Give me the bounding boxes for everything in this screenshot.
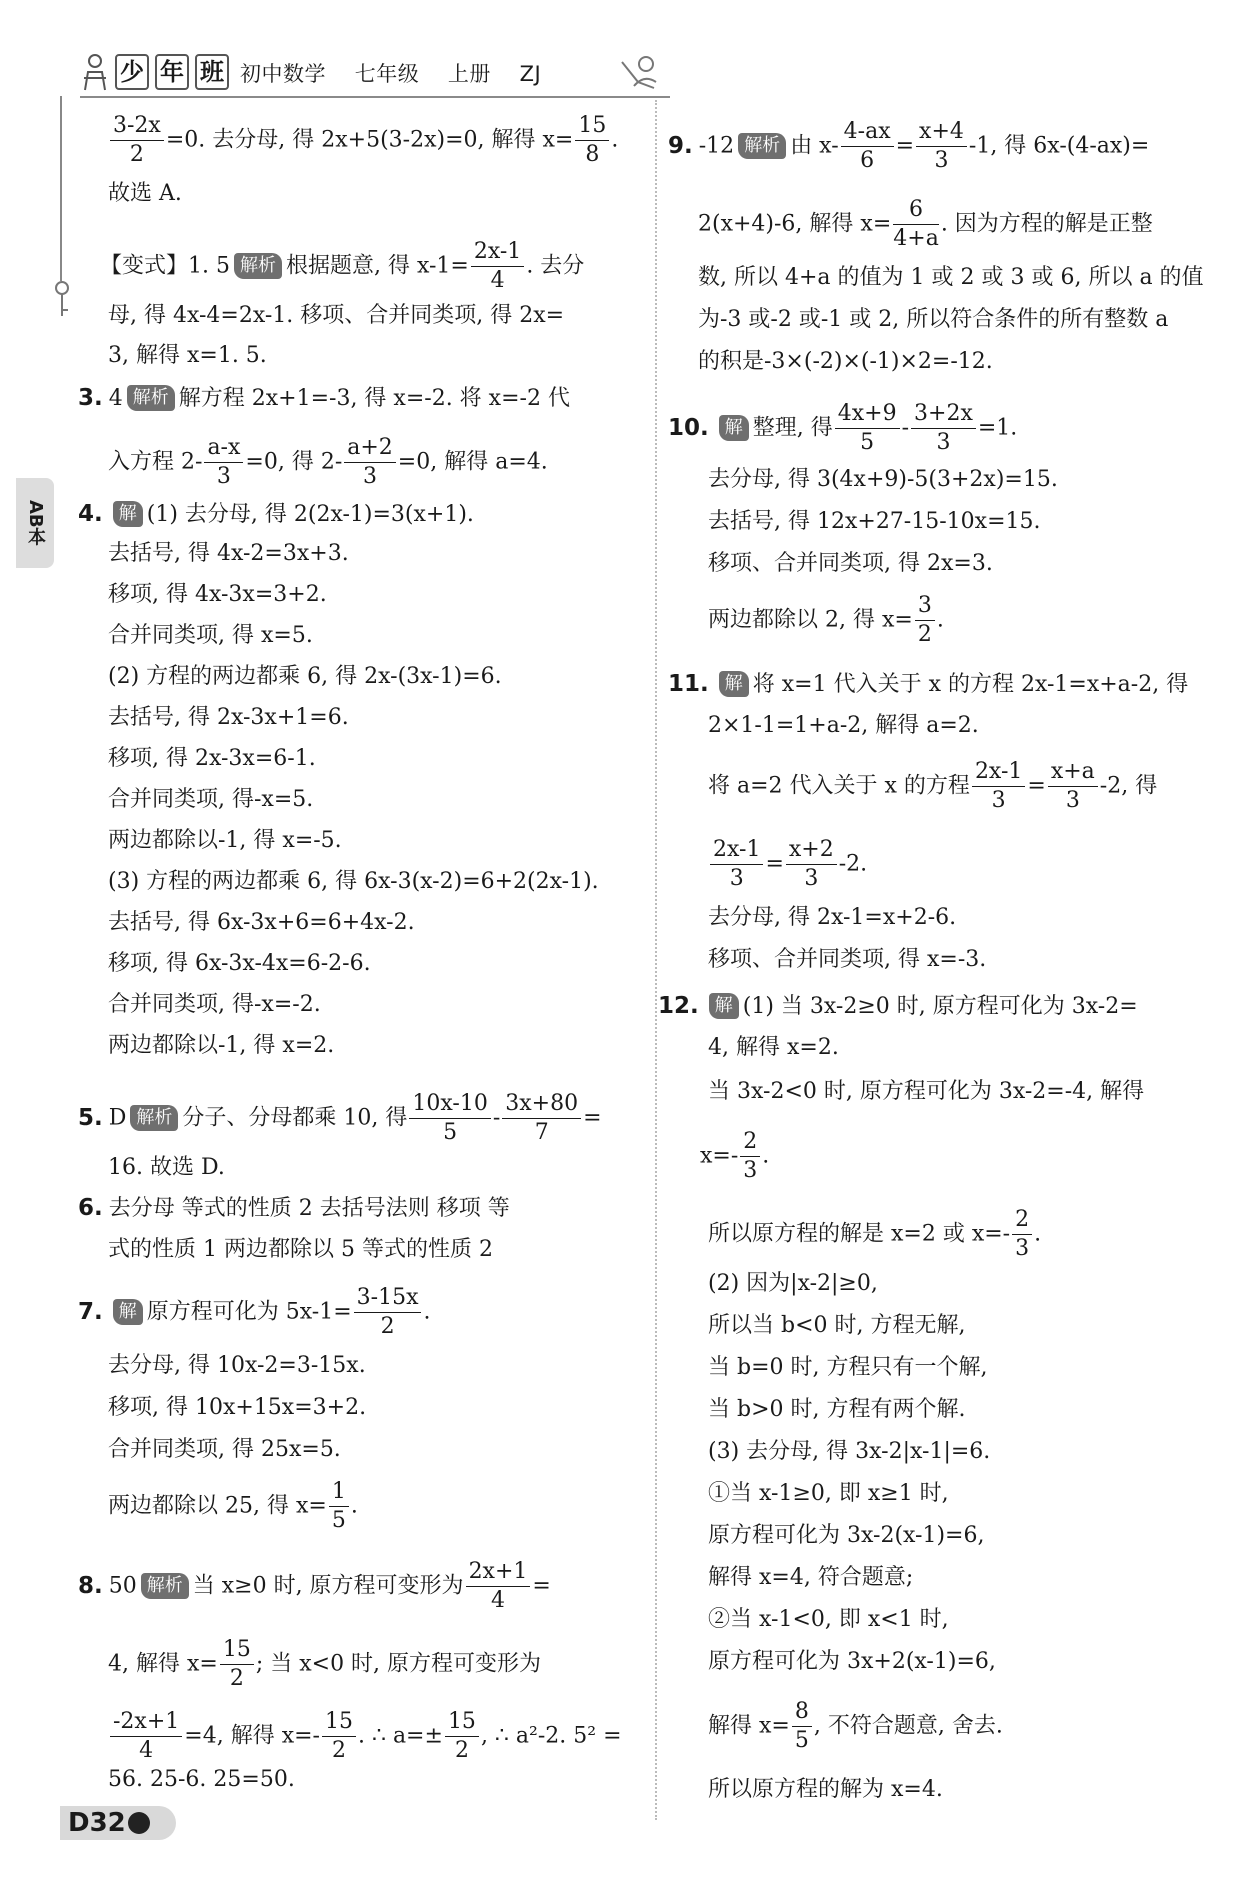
analysis-tag: 解析: [130, 1105, 178, 1131]
answer-line: (3) 去分母, 得 3x-2|x-1|=6.: [708, 1439, 991, 1464]
answer-line: 去括号, 得 2x-3x+1=6.: [108, 705, 349, 730]
answer-line: (2) 方程的两边都乘 6, 得 2x-(3x-1)=6.: [108, 664, 502, 689]
page-badge-icon: [128, 1812, 150, 1834]
answer-line: 两边都除以-1, 得 x=-5.: [108, 828, 342, 853]
column-divider: [655, 100, 657, 1820]
answer-line: 移项, 得 6x-3x-4x=6-2-6.: [108, 951, 371, 976]
answer-line: (2) 因为|x-2|≥0,: [708, 1271, 878, 1296]
answer-line: 两边都除以 2, 得 x= $\frac{3}{2}$ .: [708, 593, 944, 647]
answer-line: 去分母, 得 10x-2=3-15x.: [108, 1353, 366, 1378]
answer-line: 解得 x= $\frac{8}{5}$ , 不符合题意, 舍去.: [708, 1699, 1003, 1753]
answer-line: 去分母, 得 2x-1=x+2-6.: [708, 905, 957, 930]
question-10: 10. 解 整理, 得 $\frac{4x+9}{5}$ - $\frac{3+2x}{3}$ =1.: [668, 401, 1018, 455]
volume: 上册: [447, 62, 491, 86]
answer-line: 3, 解得 x=1. 5.: [108, 343, 267, 368]
answer-line: 移项, 得 2x-3x=6-1.: [108, 746, 316, 771]
analysis-tag: 解析: [234, 253, 282, 279]
answer-line: 数, 所以 4+a 的值为 1 或 2 或 3 或 6, 所以 a 的值: [698, 265, 1204, 290]
key-icon: [50, 280, 74, 320]
question-6: 6. 去分母 等式的性质 2 去括号法则 移项 等: [78, 1195, 510, 1221]
answer-line: 所以当 b<0 时, 方程无解,: [708, 1313, 966, 1338]
answer-line: 移项、合并同类项, 得 2x=3.: [708, 551, 993, 576]
answer-line: 两边都除以 25, 得 x= $\frac{1}{5}$ .: [108, 1479, 358, 1533]
answer-line: 移项、合并同类项, 得 x=-3.: [708, 947, 987, 972]
answer-line: 移项, 得 4x-3x=3+2.: [108, 582, 327, 607]
answer-line: 为-3 或-2 或-1 或 2, 所以符合条件的所有整数 a: [698, 307, 1169, 332]
page-number: D32: [60, 1806, 176, 1840]
answer-line: 去括号, 得 12x+27-15-10x=15.: [708, 509, 1041, 534]
answer-line: 当 b=0 时, 方程只有一个解,: [708, 1355, 988, 1380]
answer-line: x=- $\frac{2}{3}$ .: [700, 1129, 770, 1183]
answer-line: 式的性质 1 两边都除以 5 等式的性质 2: [108, 1237, 493, 1262]
answer-line: 母, 得 4x-4=2x-1. 移项、合并同类项, 得 2x=: [108, 303, 565, 328]
answer-line: 所以原方程的解为 x=4.: [708, 1777, 943, 1802]
answer-line: 所以原方程的解是 x=2 或 x=- $\frac{2}{3}$ .: [708, 1207, 1042, 1261]
answer-line: $\frac{3-2x}{2}$ =0. 去分母, 得 2x+5(3-2x)=0, 解得 x= $\frac{15}{8}$ .: [108, 112, 618, 169]
brand-char: 班: [195, 54, 229, 90]
answer-line: (3) 方程的两边都乘 6, 得 6x-3(x-2)=6+2(2x-1).: [108, 869, 599, 894]
variant-line: 【变式】1. 5 解析 根据题意, 得 x-1= $\frac{2x-1}{4}$ . 去分: [100, 239, 585, 293]
answer-line: 合并同类项, 得 x=5.: [108, 623, 313, 648]
answer-line: 16. 故选 D.: [108, 1155, 225, 1180]
question-12: 12. 解 (1) 当 3x-2≥0 时, 原方程可化为 3x-2=: [658, 993, 1138, 1019]
solution-tag: 解: [719, 671, 749, 697]
answer-line: 合并同类项, 得-x=5.: [108, 787, 314, 812]
ab-side-tab: AB本: [16, 478, 54, 568]
answer-line: $\frac{-2x+1}{4}$ =4, 解得 x=- $\frac{15}{2}$ . ∴ a=± $\frac{15}{2}$ , ∴ a²-2. 5² =: [108, 1708, 622, 1765]
book-subtitle: [240, 58, 541, 88]
answer-line: 解得 x=4, 符合题意;: [708, 1565, 914, 1590]
answer-line: 入方程 2- $\frac{a-x}{3}$ =0, 得 2- $\frac{a+2}{3}$ =0, 解得 a=4.: [108, 435, 548, 489]
solution-tag: 解: [719, 415, 749, 441]
brand-logo: [115, 54, 229, 90]
question-3: 3. 4 解析 解方程 2x+1=-3, 得 x=-2. 将 x=-2 代: [78, 385, 570, 411]
answer-line: 2(x+4)-6, 解得 x= $\frac{6}{4+a}$ . 因为方程的解是正整: [698, 197, 1153, 251]
edition: ZJ: [519, 62, 542, 86]
answer-line: 去分母, 得 3(4x+9)-5(3+2x)=15.: [708, 467, 1058, 492]
question-5: 5. D 解析 分子、分母都乘 10, 得 $\frac{10x-10}{5}$ - $\frac{3x+80}{7}$ =: [78, 1091, 602, 1145]
question-11: 11. 解 将 x=1 代入关于 x 的方程 2x-1=x+a-2, 得: [668, 671, 1189, 697]
answer-line: 当 3x-2<0 时, 原方程可化为 3x-2=-4, 解得: [708, 1079, 1145, 1104]
question-9: 9. -12 解析 由 x- $\frac{4-ax}{6}$ = $\frac{x+4}{3}$ -1, 得 6x-(4-ax)=: [668, 119, 1150, 173]
answer-line: ②当 x-1<0, 即 x<1 时,: [708, 1607, 949, 1632]
answer-line: ①当 x-1≥0, 即 x≥1 时,: [708, 1481, 949, 1506]
answer-line: 的积是-3×(-2)×(-1)×2=-12.: [698, 349, 993, 374]
fraction: $\frac{15}{8}$: [575, 112, 609, 169]
answer-line: 原方程可化为 3x-2(x-1)=6,: [708, 1523, 985, 1548]
pen-doodle-icon: [620, 52, 660, 92]
answer-line: 去括号, 得 4x-2=3x+3.: [108, 541, 349, 566]
answer-line: 当 b>0 时, 方程有两个解.: [708, 1397, 966, 1422]
analysis-tag: 解析: [738, 133, 786, 159]
answer-line: $\frac{2x-1}{3}$ = $\frac{x+2}{3}$ -2.: [708, 836, 867, 893]
solution-tag: 解: [709, 993, 739, 1019]
question-7: 7. 解 原方程可化为 5x-1= $\frac{3-15x}{2}$ .: [78, 1285, 431, 1339]
subject: 初中数学: [240, 62, 326, 86]
answer-line: 原方程可化为 3x+2(x-1)=6,: [708, 1649, 996, 1674]
answer-line: 2×1-1=1+a-2, 解得 a=2.: [708, 713, 979, 738]
answer-line: 合并同类项, 得-x=-2.: [108, 992, 321, 1017]
answer-line: 将 a=2 代入关于 x 的方程 $\frac{2x-1}{3}$ = $\frac{x+a}{3}$ -2, 得: [708, 759, 1158, 813]
answer-line: 4, 解得 x= $\frac{15}{2}$ ; 当 x<0 时, 原方程可变形为: [108, 1637, 542, 1691]
answer-line: 合并同类项, 得 25x=5.: [108, 1437, 341, 1462]
margin-line: [60, 96, 62, 281]
question-8: 8. 50 解析 当 x≥0 时, 原方程可变形为 $\frac{2x+1}{4}$ =: [78, 1559, 551, 1613]
grade: 七年级: [354, 62, 420, 86]
brand-char: 少: [115, 54, 149, 90]
answer-line: 4, 解得 x=2.: [708, 1035, 839, 1060]
analysis-tag: 解析: [141, 1573, 189, 1599]
answer-line: 56. 25-6. 25=50.: [108, 1767, 295, 1792]
page-header: [80, 50, 670, 98]
child-mascot-icon: [80, 52, 110, 92]
analysis-tag: 解析: [127, 385, 175, 411]
fraction: $\frac{3-2x}{2}$: [110, 112, 164, 169]
answer-line: 两边都除以-1, 得 x=2.: [108, 1033, 335, 1058]
answer-line: 去括号, 得 6x-3x+6=6+4x-2.: [108, 910, 415, 935]
answer-line: 故选 A.: [108, 181, 182, 206]
question-4: 4. 解 (1) 去分母, 得 2(2x-1)=3(x+1).: [78, 501, 474, 527]
solution-tag: 解: [113, 501, 143, 527]
brand-char: 年: [155, 54, 189, 90]
solution-tag: 解: [113, 1299, 143, 1325]
answer-line: 移项, 得 10x+15x=3+2.: [108, 1395, 367, 1420]
